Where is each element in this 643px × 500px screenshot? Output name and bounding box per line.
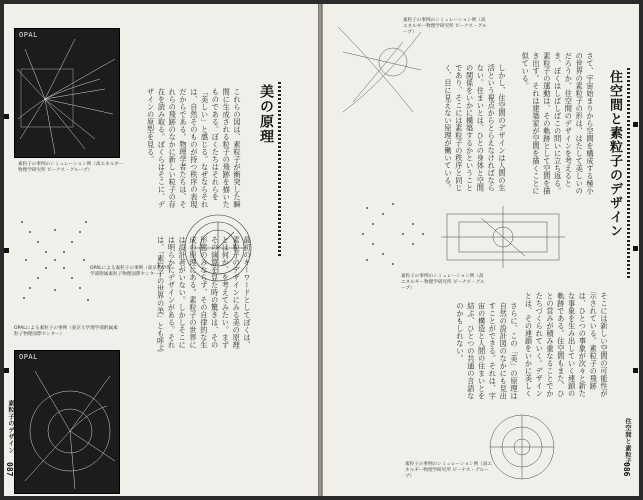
caption-mid: OPALによる素粒子の事例（東京大学理学部附属素粒子物理国際センター） [90, 266, 171, 277]
right-caption-top: 素粒子の事例のシミュレーション例（高エネルギー物理学研究所 ビーナス・グループ） [403, 18, 487, 35]
margin-marker [4, 114, 9, 119]
left-body-column-2: これらの図は、素粒子が衝突した瞬間に生成される粒子の飛跡を描いたものである。ぼくたちはそれらを「美しい」と感じる。なぜならそれは、自然そのものが持つ秩序の表現だからである。物理学者たちは、それらの飛跡のなかに新しい粒子の存在を読み取る。ぼくらはそこに、デザインの原型を見る。 [146, 88, 242, 208]
dot-pattern-figure [16, 212, 94, 308]
particle-track-icon [15, 29, 119, 157]
left-heading-rule [278, 82, 281, 258]
photo-label-top: OPAL [19, 31, 38, 39]
photo-label-bottom: OPAL [19, 353, 38, 361]
margin-marker [633, 246, 638, 251]
left-page-number: 087 [5, 462, 14, 477]
caption-top: 素粒子の事例のシミュレーション例（高エネルギー物理学研究所 ビーナス・グループ） [18, 162, 124, 173]
dot-pattern-figure-right [353, 194, 433, 274]
left-running-footer: 素粒子のデザイン [7, 400, 14, 454]
right-body-column-2: しかし、住空間のデザインは人間の生活という視点からとらえなければならない。住まいとは、ひとの身体と空間の関係をいかに構築するかということであり、そこには素粒子の秩序と同じく、目に見えない原理が働いている。 [444, 64, 507, 192]
right-caption-mid: 素粒子の事例のシミュレーション例（高エネルギー物理学研究所 ビーナス・グループ） [401, 274, 485, 291]
right-body-column-1: さて、宇宙始まりから空間を構成する極小の世界の素粒子の形は、はたして美しいのだろうか。住空間のデザインを考えるとき、ぼくはしばしばこの問いに立ち返る。素粒子の運動は、その軌跡として空間を描き出す。それは建築家が空間を描くことに似ている。 [521, 52, 595, 195]
caption-bottom: OPALによる素粒子の事例（東京大学理学部附属素粒子物理国際センター） [14, 326, 118, 337]
right-heading-rule [627, 68, 630, 278]
right-page [322, 4, 639, 496]
left-body-column-1: 最初のキーワードとしてぼくは、素粒子のデザインにみる美の原理とは何か、を考えてみたい。まずその演算を見た時の驚きは、その形態のみならず、その自律的な生成の原理にある。素粒子の世界には設計者がいない。しかしそこには明らかにデザインがある。それは、「素粒子の世界の美」とも呼ぶ [156, 236, 252, 353]
left-page [4, 4, 319, 496]
particle-track-photo-bottom [14, 350, 120, 494]
detector-drawing-mid [441, 206, 565, 268]
right-running-footer: 住空間と素粒子 [624, 418, 631, 465]
right-caption-bottom: 素粒子の事例のシミュレーション例（高エネルギー物理学研究所 ビーナス・グループ） [405, 462, 493, 479]
right-body-column-4: さらに、この「美」の原理は自然の設計図のなかにも見出すことができる。それは、宇宙の構造と人間の住まいとを結ぶ、ひとつの共通の言語なのかもしれない。 [456, 302, 519, 400]
circular-detector-figure [182, 212, 254, 284]
margin-marker [4, 368, 9, 373]
margin-marker [633, 368, 638, 373]
particle-track-photo-top [14, 28, 120, 158]
right-heading: 住空間と素粒子のデザイン [607, 70, 622, 238]
margin-marker [4, 248, 9, 253]
right-page-number: 086 [622, 462, 631, 477]
right-body-column-3: そこには新しい空間の可能性が示されている。素粒子の飛跡は、ひとつの事象が次々と新たな事象を生み出していく連鎖の軌跡である。住空間もまた、ひとの営みが積み重なることでかたちづくられていく。デザインとは、その連鎖をいかに美しく [524, 292, 609, 397]
left-heading: 美の原理 [258, 84, 274, 144]
margin-marker [633, 122, 638, 127]
